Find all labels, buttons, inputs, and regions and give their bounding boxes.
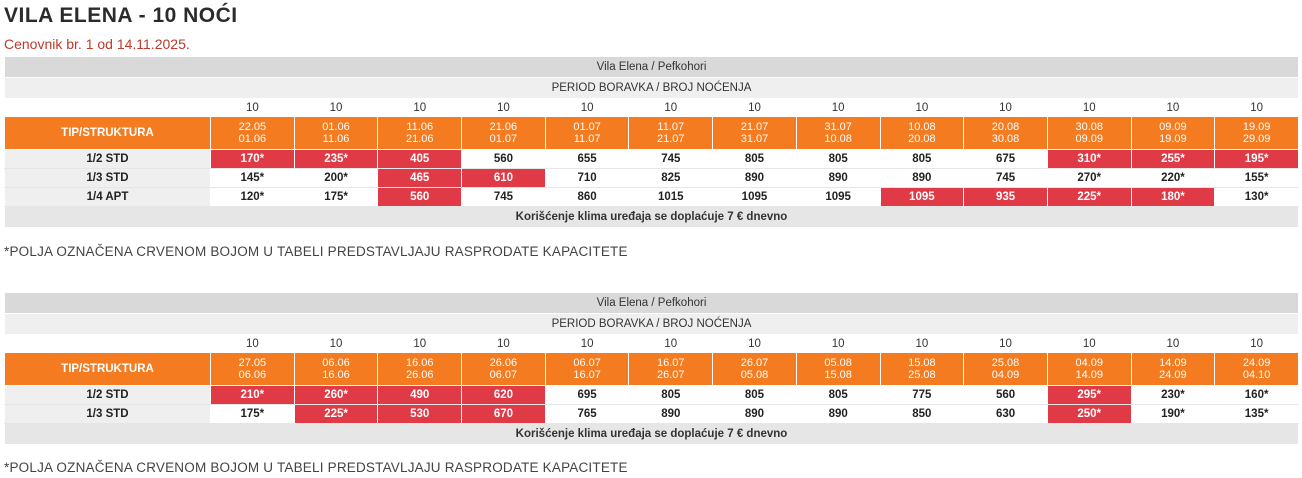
period-to: 30.08 — [991, 133, 1020, 145]
nights-cell: 10 — [713, 99, 797, 117]
period-dates-cell — [1047, 353, 1131, 386]
period-to: 04.09 — [991, 369, 1020, 381]
price-cell: 860 — [545, 188, 629, 207]
price-cell: 745 — [462, 188, 546, 207]
nights-cell: 10 — [629, 99, 713, 117]
price-cell: 890 — [796, 405, 880, 424]
nights-cell: 10 — [378, 99, 462, 117]
price-cell: 890 — [713, 405, 797, 424]
period-from: 06.07 — [573, 357, 601, 369]
period-to: 26.06 — [405, 369, 434, 381]
price-cell-sold-out: 225* — [294, 405, 378, 424]
price-cell: 805 — [796, 150, 880, 169]
period-from: 24.09 — [1242, 357, 1271, 369]
price-cell-sold-out: 250* — [1047, 405, 1131, 424]
price-list-subtitle: Cenovnik br. 1 od 14.11.2025. — [4, 36, 190, 52]
period-to: 05.08 — [740, 369, 769, 381]
price-cell: 695 — [545, 386, 629, 405]
price-cell: 130* — [1215, 188, 1299, 207]
period-from: 21.06 — [489, 121, 518, 133]
nights-cell: 10 — [880, 99, 964, 117]
nights-cell: 10 — [1131, 335, 1215, 353]
period-dates-cell — [462, 117, 546, 150]
nights-cell: 10 — [796, 335, 880, 353]
sold-out-disclaimer: *POLJA OZNAČENA CRVENOM BOJOM U TABELI PREDSTAVLJAJU RASPRODATE KAPACITETE — [4, 244, 628, 259]
nights-cell: 10 — [964, 99, 1048, 117]
nights-row — [5, 335, 1299, 353]
period-to: 19.09 — [1159, 133, 1187, 145]
price-cell: 1095 — [713, 188, 797, 207]
period-dates-cell — [713, 353, 797, 386]
period-from: 25.08 — [991, 357, 1020, 369]
table-heading-row — [5, 293, 1299, 314]
period-from: 09.09 — [1159, 121, 1187, 133]
period-dates-cell — [1047, 117, 1131, 150]
room-type-label: 1/2 STD — [5, 150, 211, 169]
price-cell-sold-out: 310* — [1047, 150, 1131, 169]
nights-cell: 10 — [713, 335, 797, 353]
period-to: 14.09 — [1075, 369, 1103, 381]
period-from: 15.08 — [908, 357, 936, 369]
price-row — [5, 188, 1299, 207]
period-dates-cell — [378, 117, 462, 150]
period-dates-cell — [1215, 117, 1299, 150]
period-from: 26.07 — [740, 357, 769, 369]
period-from: 06.06 — [322, 357, 350, 369]
price-cell-sold-out: 560 — [378, 188, 462, 207]
nights-cell: 10 — [545, 99, 629, 117]
ac-surcharge-note: Korišćenje klima uređaja se doplaćuje 7 € dnevno — [5, 424, 1299, 445]
room-type-label: 1/3 STD — [5, 405, 211, 424]
type-structure-header: TIP/STRUKTURA — [5, 117, 211, 150]
period-to: 25.08 — [908, 369, 936, 381]
period-from: 21.07 — [740, 121, 769, 133]
price-cell: 805 — [796, 386, 880, 405]
period-from: 04.09 — [1075, 357, 1103, 369]
price-cell: 145* — [211, 169, 295, 188]
period-to: 01.06 — [238, 133, 267, 145]
price-cell-sold-out: 170* — [211, 150, 295, 169]
period-dates-cell — [545, 117, 629, 150]
period-from: 22.05 — [238, 121, 267, 133]
price-cell: 710 — [545, 169, 629, 188]
period-to: 21.07 — [657, 133, 685, 145]
price-cell: 805 — [713, 386, 797, 405]
price-cell: 1015 — [629, 188, 713, 207]
period-label: PERIOD BORAVKA / BROJ NOĆENJA — [5, 314, 1299, 335]
note-row — [5, 424, 1299, 445]
price-cell-sold-out: 295* — [1047, 386, 1131, 405]
price-cell-sold-out: 465 — [378, 169, 462, 188]
period-label: PERIOD BORAVKA / BROJ NOĆENJA — [5, 78, 1299, 99]
period-to: 01.07 — [489, 133, 518, 145]
price-cell: 190* — [1131, 405, 1215, 424]
price-cell-sold-out: 610 — [462, 169, 546, 188]
price-cell: 655 — [545, 150, 629, 169]
period-dates-cell — [1131, 353, 1215, 386]
period-to: 21.06 — [405, 133, 434, 145]
period-dates-cell — [378, 353, 462, 386]
price-cell-sold-out: 935 — [964, 188, 1048, 207]
price-cell: 155* — [1215, 169, 1299, 188]
period-from: 16.07 — [657, 357, 685, 369]
price-cell-sold-out: 235* — [294, 150, 378, 169]
period-dates-cell — [294, 117, 378, 150]
price-cell: 175* — [294, 188, 378, 207]
room-type-label: 1/3 STD — [5, 169, 211, 188]
price-cell: 805 — [880, 150, 964, 169]
period-to: 04.10 — [1242, 369, 1271, 381]
price-cell-sold-out: 210* — [211, 386, 295, 405]
period-from: 01.07 — [573, 121, 601, 133]
table-heading: Vila Elena / Pefkohori — [5, 57, 1299, 78]
period-from: 16.06 — [405, 357, 434, 369]
period-dates-cell — [629, 353, 713, 386]
nights-cell: 10 — [1047, 335, 1131, 353]
period-to: 24.09 — [1159, 369, 1187, 381]
nights-cell: 10 — [1215, 335, 1299, 353]
price-cell: 775 — [880, 386, 964, 405]
period-dates-cell — [964, 353, 1048, 386]
period-from: 30.08 — [1075, 121, 1103, 133]
nights-cell: 10 — [294, 335, 378, 353]
period-dates-row — [5, 117, 1299, 150]
table-heading-row — [5, 57, 1299, 78]
nights-cell: 10 — [796, 99, 880, 117]
period-to: 20.08 — [908, 133, 936, 145]
period-from: 19.09 — [1242, 121, 1271, 133]
price-cell-sold-out: 195* — [1215, 150, 1299, 169]
nights-cell: 10 — [294, 99, 378, 117]
period-dates-cell — [545, 353, 629, 386]
price-cell: 805 — [713, 150, 797, 169]
nights-row-label — [5, 335, 211, 353]
period-dates-row — [5, 353, 1299, 386]
nights-cell: 10 — [545, 335, 629, 353]
price-row — [5, 150, 1299, 169]
price-cell-sold-out: 670 — [462, 405, 546, 424]
period-from: 14.09 — [1159, 357, 1187, 369]
price-cell: 630 — [964, 405, 1048, 424]
period-dates-cell — [880, 117, 964, 150]
nights-cell: 10 — [462, 99, 546, 117]
nights-cell: 10 — [211, 99, 295, 117]
period-dates-cell — [796, 117, 880, 150]
period-from: 20.08 — [991, 121, 1020, 133]
period-to: 26.07 — [657, 369, 685, 381]
price-cell-sold-out: 405 — [378, 150, 462, 169]
period-dates-cell — [964, 117, 1048, 150]
period-dates-cell — [629, 117, 713, 150]
period-to: 06.07 — [489, 369, 518, 381]
price-cell: 825 — [629, 169, 713, 188]
period-dates-cell — [713, 117, 797, 150]
nights-cell: 10 — [462, 335, 546, 353]
price-cell: 135* — [1215, 405, 1299, 424]
period-to: 09.09 — [1075, 133, 1103, 145]
price-table-1 — [4, 56, 1299, 228]
period-to: 16.07 — [573, 369, 601, 381]
period-to: 29.09 — [1242, 133, 1271, 145]
price-cell: 175* — [211, 405, 295, 424]
nights-cell: 10 — [629, 335, 713, 353]
period-to: 06.06 — [238, 369, 267, 381]
period-to: 11.06 — [322, 133, 350, 145]
period-to: 10.08 — [824, 133, 852, 145]
nights-cell: 10 — [378, 335, 462, 353]
price-row — [5, 386, 1299, 405]
price-cell-sold-out: 225* — [1047, 188, 1131, 207]
nights-cell: 10 — [1047, 99, 1131, 117]
price-cell: 560 — [462, 150, 546, 169]
price-cell: 745 — [629, 150, 713, 169]
period-from: 05.08 — [824, 357, 852, 369]
price-cell: 890 — [713, 169, 797, 188]
period-from: 10.08 — [908, 121, 936, 133]
price-cell: 270* — [1047, 169, 1131, 188]
price-cell: 890 — [629, 405, 713, 424]
period-dates-cell — [211, 353, 295, 386]
table-heading: Vila Elena / Pefkohori — [5, 293, 1299, 314]
price-cell-sold-out: 260* — [294, 386, 378, 405]
period-from: 01.06 — [322, 121, 350, 133]
type-structure-header: TIP/STRUKTURA — [5, 353, 211, 386]
sold-out-disclaimer: *POLJA OZNAČENA CRVENOM BOJOM U TABELI PREDSTAVLJAJU RASPRODATE KAPACITETE — [4, 460, 628, 475]
period-label-row — [5, 78, 1299, 99]
period-label-row — [5, 314, 1299, 335]
nights-row — [5, 99, 1299, 117]
price-cell-sold-out: 620 — [462, 386, 546, 405]
price-cell: 675 — [964, 150, 1048, 169]
note-row — [5, 207, 1299, 228]
period-dates-cell — [796, 353, 880, 386]
page-title: VILA ELENA - 10 NOĆI — [4, 4, 238, 27]
price-cell: 230* — [1131, 386, 1215, 405]
price-cell: 890 — [796, 169, 880, 188]
period-from: 27.05 — [238, 357, 267, 369]
period-dates-cell — [294, 353, 378, 386]
period-dates-cell — [880, 353, 964, 386]
price-cell: 560 — [964, 386, 1048, 405]
nights-cell: 10 — [1215, 99, 1299, 117]
nights-row-label — [5, 99, 211, 117]
room-type-label: 1/4 APT — [5, 188, 211, 207]
nights-cell: 10 — [211, 335, 295, 353]
period-dates-cell — [211, 117, 295, 150]
period-dates-cell — [462, 353, 546, 386]
price-cell: 850 — [880, 405, 964, 424]
price-cell: 1095 — [796, 188, 880, 207]
period-from: 11.06 — [406, 121, 434, 133]
nights-cell: 10 — [880, 335, 964, 353]
period-to: 16.06 — [322, 369, 350, 381]
price-table-2 — [4, 292, 1299, 445]
price-cell-sold-out: 530 — [378, 405, 462, 424]
period-dates-cell — [1215, 353, 1299, 386]
period-from: 26.06 — [489, 357, 518, 369]
price-row — [5, 169, 1299, 188]
period-from: 31.07 — [824, 121, 852, 133]
price-cell: 160* — [1215, 386, 1299, 405]
nights-cell: 10 — [1131, 99, 1215, 117]
price-cell: 745 — [964, 169, 1048, 188]
price-cell-sold-out: 1095 — [880, 188, 964, 207]
period-dates-cell — [1131, 117, 1215, 150]
period-to: 31.07 — [740, 133, 769, 145]
period-from: 11.07 — [657, 121, 685, 133]
price-cell: 890 — [880, 169, 964, 188]
price-cell: 765 — [545, 405, 629, 424]
nights-cell: 10 — [964, 335, 1048, 353]
price-cell: 200* — [294, 169, 378, 188]
period-to: 11.07 — [573, 133, 601, 145]
price-row — [5, 405, 1299, 424]
ac-surcharge-note: Korišćenje klima uređaja se doplaćuje 7 € dnevno — [5, 207, 1299, 228]
room-type-label: 1/2 STD — [5, 386, 211, 405]
period-to: 15.08 — [824, 369, 852, 381]
price-cell: 120* — [211, 188, 295, 207]
price-cell: 220* — [1131, 169, 1215, 188]
price-cell-sold-out: 490 — [378, 386, 462, 405]
price-cell-sold-out: 180* — [1131, 188, 1215, 207]
price-cell: 805 — [629, 386, 713, 405]
price-cell-sold-out: 255* — [1131, 150, 1215, 169]
